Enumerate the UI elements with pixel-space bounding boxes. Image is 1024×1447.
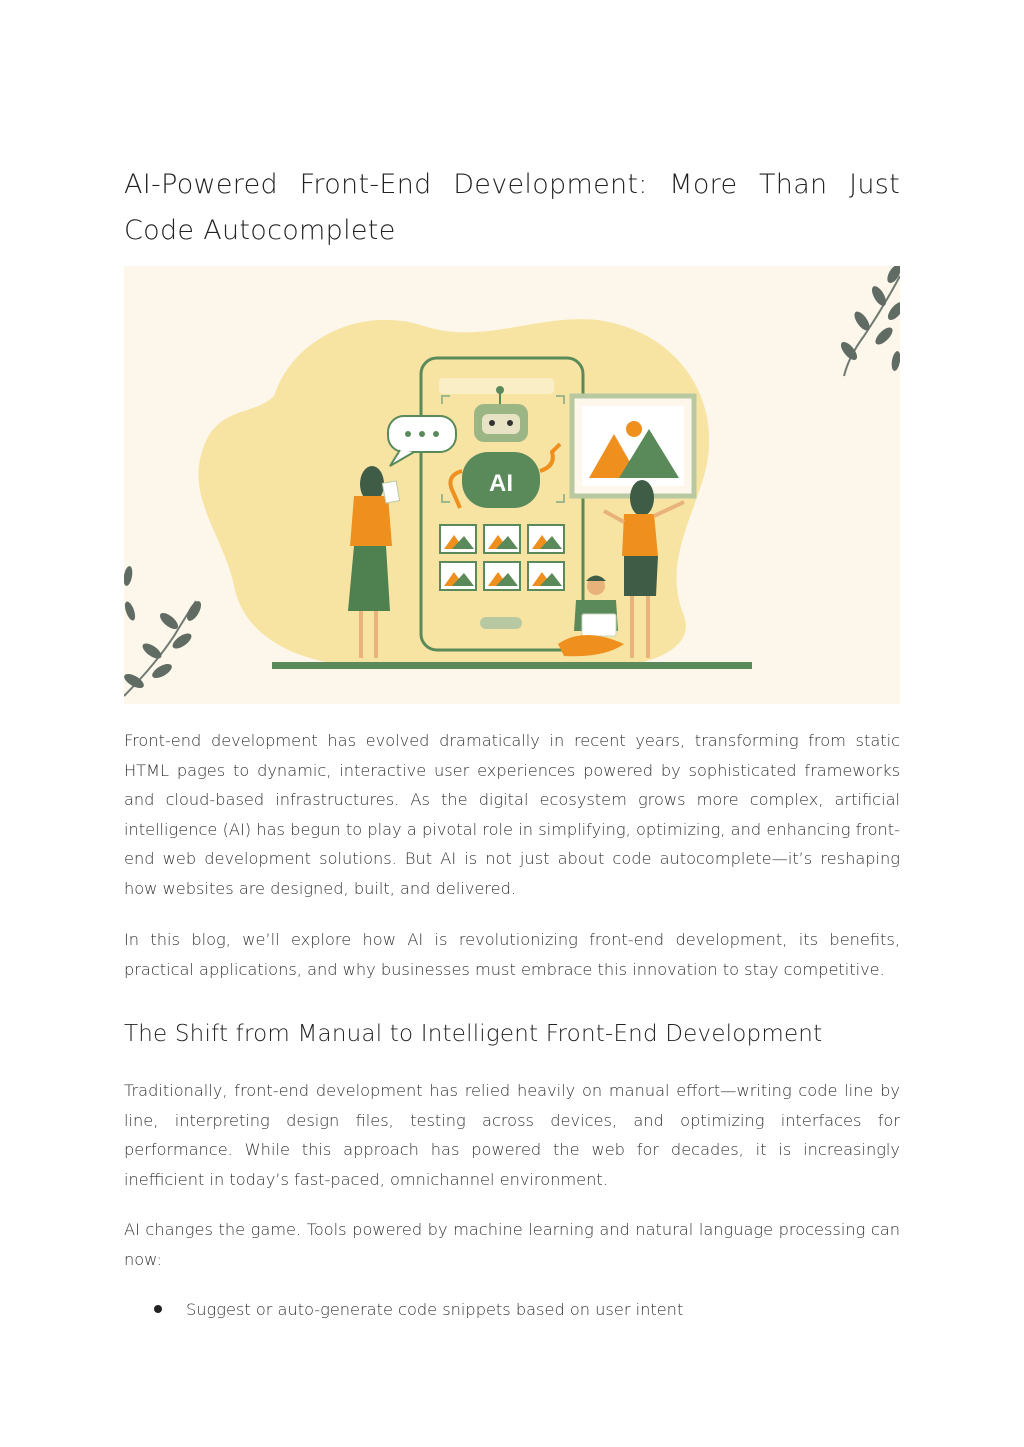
bullet-icon xyxy=(154,1305,162,1313)
picture-frame xyxy=(572,396,694,496)
image-tile xyxy=(528,562,564,590)
bullet-list xyxy=(154,1296,683,1324)
intro-paragraph: Front-end development has evolved dramatically in recent years, transforming from static HTML pages to dynamic, interactive user experiences powered by sophisticated frameworks and cloud-based infrastructures. As the digital ecosystem grows more complex, artificial intelligence (AI) has begun to play a pivotal role in simplifying, optimizing, and enhancing front-end web development solutions. But AI is not just about code autocomplete—it’s reshaping how websites are designed, built, and delivered. xyxy=(124,731,900,898)
image-tile xyxy=(484,562,520,590)
intro-paragraph: In this blog, we’ll explore how AI is revolutionizing front-end development, its benefits, practical applications, and why businesses must embrace this innovation to stay competitive. xyxy=(124,930,900,979)
image-tile xyxy=(440,525,476,553)
section-paragraph: AI changes the game. Tools powered by machine learning and natural language processing can now: xyxy=(124,1220,900,1269)
image-tile xyxy=(440,562,476,590)
ground-line xyxy=(272,662,752,669)
article-title: AI-Powered Front-End Development: More Than Just Code Autocomplete xyxy=(124,169,900,246)
list-item xyxy=(154,1296,683,1324)
robot-ai-label: AI xyxy=(489,470,513,497)
section-heading: The Shift from Manual to Intelligent Front-End Development xyxy=(124,1021,823,1047)
image-tile xyxy=(484,525,520,553)
section-paragraph: Traditionally, front-end development has relied heavily on manual effort—writing code line by line, interpreting design files, testing across devices, and optimizing interfaces for performance. While this approach has powered the web for decades, it is increasingly inefficient in today’s fast-paced, omnichannel environment. xyxy=(124,1081,900,1189)
hero-illustration xyxy=(124,266,900,704)
list-item-text: Suggest or auto-generate code snippets based on user intent xyxy=(186,1300,684,1319)
image-tile xyxy=(528,525,564,553)
